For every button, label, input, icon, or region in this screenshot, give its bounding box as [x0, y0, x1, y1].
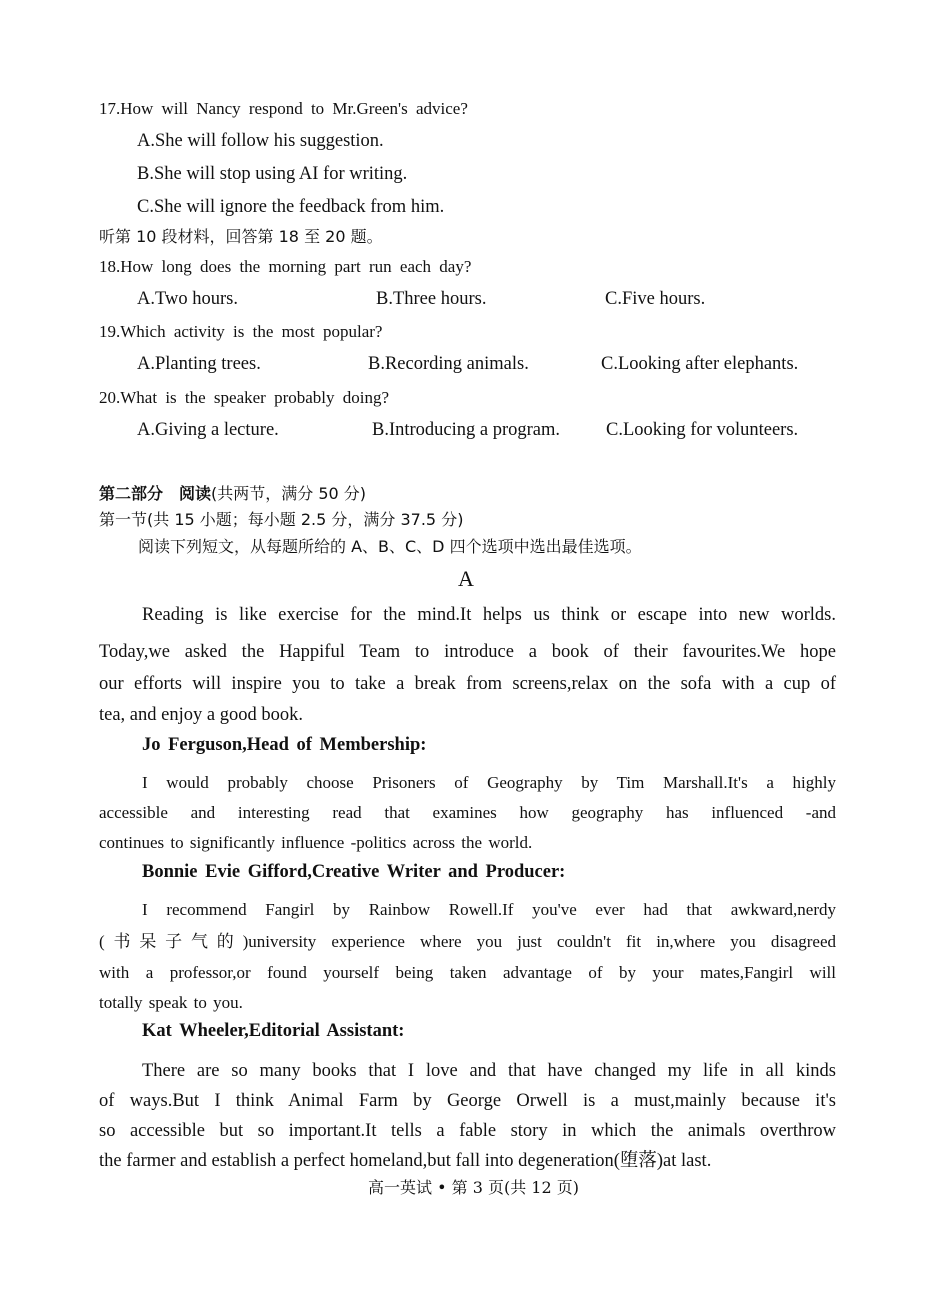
person3-line-3: so accessible but so important.It tells a fable story in which the animals overthrow	[99, 1121, 836, 1141]
q18-stem: 18.How long does the morning part run each day?	[99, 257, 472, 276]
person3-heading: Kat Wheeler,Editorial Assistant:	[142, 1021, 405, 1041]
part-title	[99, 482, 366, 506]
q18-option-c: C.Five hours.	[605, 289, 706, 309]
intro-line-1: Reading is like exercise for the mind.It helps us think or escape into new worlds.	[142, 605, 836, 625]
person3-line-2: of ways.But I think Animal Farm by George Orwell is a must,mainly because it's	[99, 1091, 836, 1111]
section10-instruction: 听第 10 段材料，回答第 18 至 20 题。	[99, 227, 383, 246]
reading-instruction: 阅读下列短文，从每题所给的 A、B、C、D 四个选项中选出最佳选项。	[138, 537, 642, 556]
person1-line-3: continues to significantly influence -politics across the world.	[99, 833, 533, 852]
q17-option-b: B.She will stop using AI for writing.	[137, 164, 408, 184]
q19-option-c: C.Looking after elephants.	[601, 354, 799, 374]
q17-stem: 17.How will Nancy respond to Mr.Green's advice?	[99, 99, 468, 118]
q20-option-c: C.Looking for volunteers.	[606, 420, 799, 440]
person1-line-1: I would probably choose Prisoners of Geography by Tim Marshall.It's a highly	[142, 773, 836, 792]
part-title-rest: (共两节，满分 50 分)	[211, 484, 367, 503]
intro-line-3: our efforts will inspire you to take a break from screens,relax on the sofa with a cup of	[99, 674, 836, 694]
q19-option-b: B.Recording animals.	[368, 354, 529, 374]
section1-title: 第一节(共 15 小题；每小题 2.5 分，满分 37.5 分)	[99, 510, 464, 529]
intro-line-2: Today,we asked the Happiful Team to introduce a book of their favourites.We hope	[99, 642, 836, 662]
person3-line-4: the farmer and establish a perfect homeland,but fall into degeneration(堕落)at last.	[99, 1151, 712, 1171]
q20-option-a: A.Giving a lecture.	[137, 420, 279, 440]
person3-line-1: There are so many books that I love and that have changed my life in all kinds	[142, 1061, 836, 1081]
q20-option-b: B.Introducing a program.	[372, 420, 561, 440]
q18-option-b: B.Three hours.	[376, 289, 487, 309]
q17-option-a: A.She will follow his suggestion.	[137, 131, 384, 151]
q20-stem: 20.What is the speaker probably doing?	[99, 388, 390, 407]
q19-stem: 19.Which activity is the most popular?	[99, 322, 383, 341]
person1-line-2: accessible and interesting read that examines how geography has influenced -and	[99, 803, 836, 822]
q19-option-a: A.Planting trees.	[137, 354, 261, 374]
person2-heading: Bonnie Evie Gifford,Creative Writer and Producer:	[142, 862, 566, 882]
intro-line-4: tea, and enjoy a good book.	[99, 705, 303, 725]
person2-line-2: (书呆子气的)university experience where you just couldn't fit in,where you disagreed	[99, 932, 836, 951]
passage-label: A	[458, 566, 474, 591]
part-title-bold: 第二部分 阅读	[99, 484, 212, 503]
person1-heading: Jo Ferguson,Head of Membership:	[142, 735, 427, 755]
q18-option-a: A.Two hours.	[137, 289, 238, 309]
person2-line-4: totally speak to you.	[99, 993, 243, 1012]
page-footer: 高一英试 • 第 3 页(共 12 页)	[368, 1178, 579, 1197]
person2-line-3: with a professor,or found yourself being taken advantage of by your mates,Fangirl will	[99, 963, 836, 982]
q17-option-c: C.She will ignore the feedback from him.	[137, 197, 445, 217]
person2-line-1: I recommend Fangirl by Rainbow Rowell.If you've ever had that awkward,nerdy	[142, 900, 836, 919]
